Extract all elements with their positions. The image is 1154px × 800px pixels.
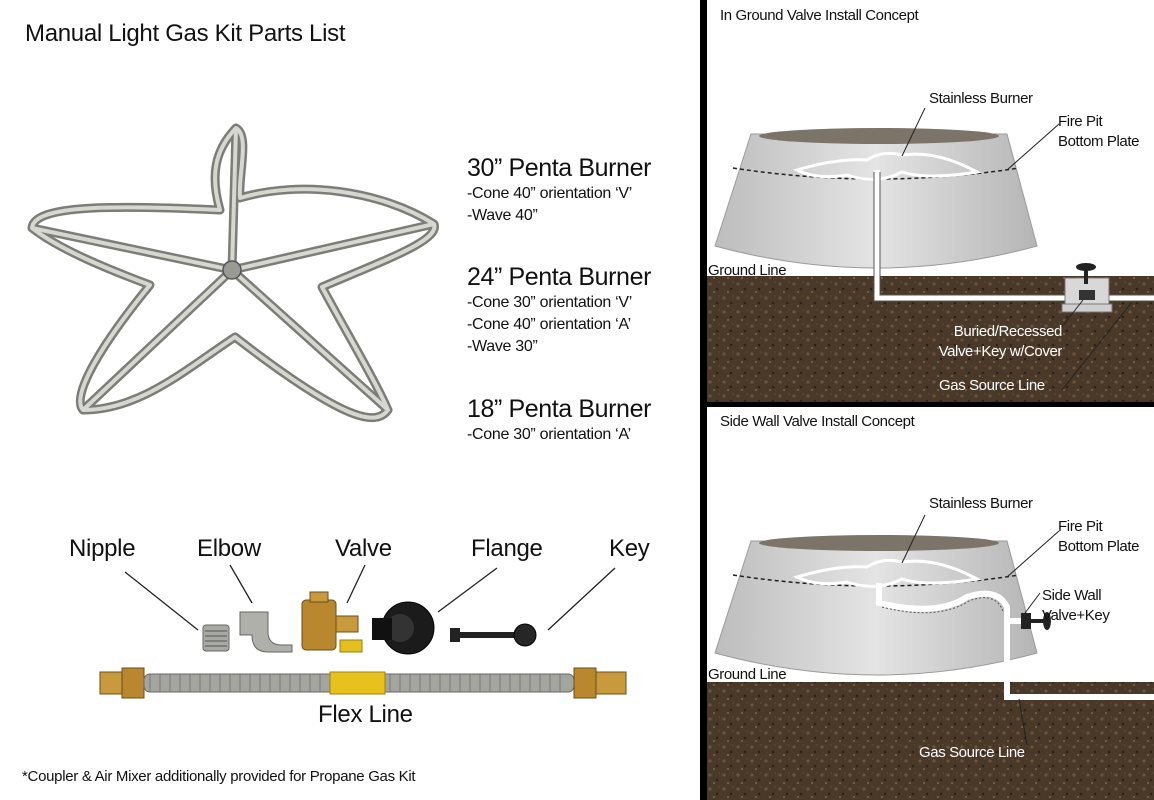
burner-30 (467, 154, 651, 227)
panel-a-fire-pit-line2: Bottom Plate (1058, 133, 1140, 150)
in-ground-concept-panel (707, 0, 1154, 402)
burner-30-option-2: -Wave 40” (467, 207, 538, 224)
key-part (450, 624, 536, 646)
panel-b-side-wall-line2: Valve+Key (1042, 607, 1110, 624)
burner-18 (467, 395, 651, 446)
panel-a-valve-label (912, 322, 1062, 362)
panel-a-title: In Ground Valve Install Concept (720, 7, 919, 24)
burner-24-option-2: -Cone 40” orientation ‘A’ (467, 316, 631, 333)
panel-a-ground-line: Ground Line (708, 262, 787, 279)
panel-a-fire-pit-plate (1058, 112, 1139, 152)
panel-b-fire-pit-line1: Fire Pit (1058, 518, 1103, 535)
panel-b-side-wall (1042, 586, 1109, 626)
flex-line-part (100, 668, 626, 698)
key-label: Key (609, 535, 650, 562)
panel-b-title: Side Wall Valve Install Concept (720, 413, 915, 430)
burner-18-name: 18” Penta Burner (467, 395, 651, 423)
page-title: Manual Light Gas Kit Parts List (25, 20, 346, 47)
panel-b-gas-source: Gas Source Line (919, 744, 1025, 761)
flange-label: Flange (471, 535, 543, 562)
fire-pit-stones (759, 535, 999, 551)
flex-line-label: Flex Line (318, 701, 413, 728)
panel-b-fire-pit-plate (1058, 517, 1139, 557)
burner-30-option-1: -Cone 40” orientation ‘V’ (467, 185, 633, 202)
elbow-label: Elbow (197, 535, 261, 562)
burner-24 (467, 263, 651, 358)
nipple-label: Nipple (69, 535, 136, 562)
elbow-part (240, 612, 292, 652)
vertical-divider (700, 0, 707, 800)
panel-b-fire-pit-line2: Bottom Plate (1058, 538, 1140, 555)
panel-a-valve-line2: Valve+Key w/Cover (938, 343, 1062, 360)
burner-24-option-3: -Wave 30” (467, 338, 538, 355)
panel-b-stainless-burner: Stainless Burner (929, 495, 1033, 512)
nipple-part (203, 625, 229, 651)
burner-24-option-1: -Cone 30” orientation ‘V’ (467, 294, 633, 311)
burner-hub (223, 261, 241, 279)
panel-a-fire-pit-line1: Fire Pit (1058, 113, 1103, 130)
fire-pit-stones (759, 128, 999, 144)
panel-b-ground-line: Ground Line (708, 666, 787, 683)
burner-18-option-1: -Cone 30” orientation ‘A’ (467, 426, 631, 443)
flange-part (372, 602, 434, 654)
burner-24-name: 24” Penta Burner (467, 263, 651, 291)
side-wall-concept-panel (707, 407, 1154, 800)
valve-label: Valve (335, 535, 392, 562)
valve-part (302, 592, 362, 652)
panel-a-stainless-burner: Stainless Burner (929, 90, 1033, 107)
panel-a-gas-source: Gas Source Line (939, 377, 1045, 394)
panel-b-side-wall-line1: Side Wall (1042, 587, 1102, 604)
burner-30-name: 30” Penta Burner (467, 154, 651, 182)
panel-a-valve-line1: Buried/Recessed (953, 323, 1062, 340)
buried-valve (1062, 263, 1112, 312)
footnote: *Coupler & Air Mixer additionally provided for Propane Gas Kit (22, 768, 416, 785)
